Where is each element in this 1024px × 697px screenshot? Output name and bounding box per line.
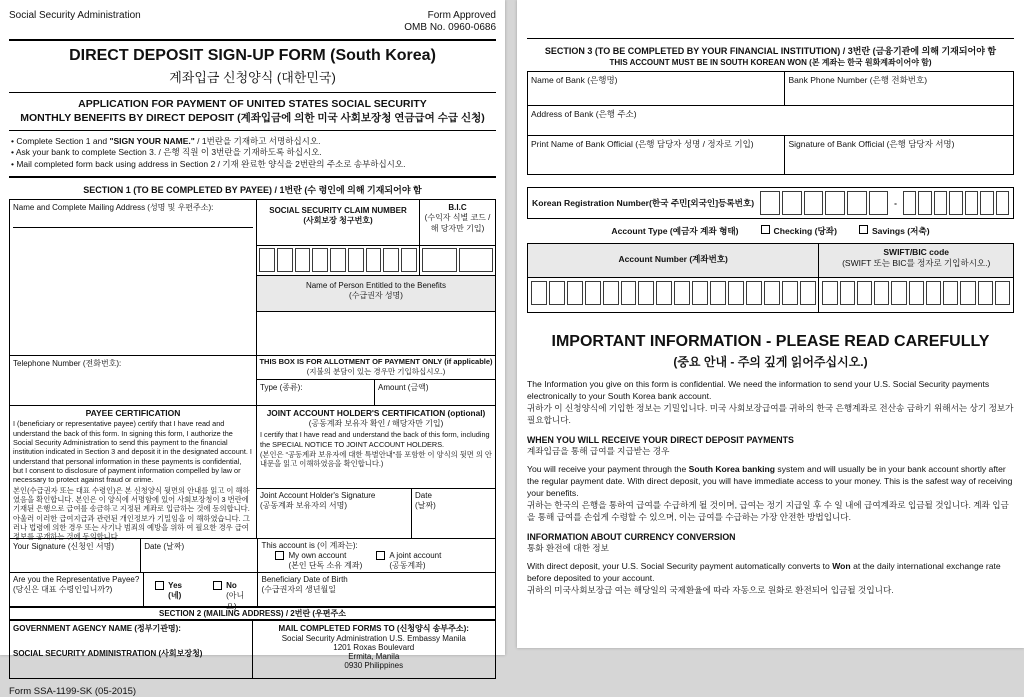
allotment-title: THIS BOX IS FOR ALLOTMENT OF PAYMENT ONLY (if applicable) (259, 357, 493, 367)
divider (9, 39, 496, 41)
divider (13, 227, 253, 228)
important-info-title: IMPORTANT INFORMATION - PLEASE READ CAREFULLY (551, 333, 990, 350)
checkbox-yes[interactable] (155, 581, 164, 590)
account-number-header (528, 244, 819, 277)
bullet-3: • Mail completed form back using address in Section 2 / 기재 완료한 양식을 2번란의 주소로 송부하십시오. (11, 158, 406, 169)
divider (9, 92, 496, 93)
allotment-type-label: Type (종류): (260, 383, 303, 393)
bic-title: B.I.C (448, 203, 467, 213)
account-number-table (527, 243, 1014, 313)
allotment-amount-field[interactable] (375, 380, 495, 405)
form-page-1 (0, 0, 505, 697)
checking-option (761, 225, 837, 237)
joint-certification (257, 406, 495, 489)
checkbox-joint-account[interactable] (376, 551, 385, 560)
important-info-title-kr: (중요 안내 - 주의 깊게 읽어주십시오.) (673, 355, 868, 369)
your-signature-field[interactable] (10, 539, 141, 572)
allotment-title-kr: (지불의 분담이 있는 경우만 기입하십시오.) (306, 367, 446, 377)
joint-signature-field[interactable] (257, 489, 412, 538)
joint-date-field[interactable] (412, 489, 495, 538)
allotment-amount-label: Amount (금액) (378, 383, 429, 393)
account-is-label: This account is (이 계좌는): (261, 541, 358, 551)
form-page-2 (517, 0, 1024, 648)
mail-to-cell (253, 621, 496, 678)
form-title-en: DIRECT DEPOSIT SIGN-UP FORM (South Korea) (69, 47, 436, 64)
claim-number-header (257, 200, 420, 245)
confidential-text-kr: 귀하가 이 신청양식에 기입한 정보는 기밀입니다. 미국 사회보장급여를 귀하의 한국 은행계좌로 전산송 금하기 위해서는 상기 정보가 필요합니다. (527, 403, 1014, 426)
page1-header (9, 8, 496, 37)
entitled-name-field[interactable] (257, 312, 495, 354)
mail-to-label: MAIL COMPLETED FORMS TO (신청양식 송부주소): (278, 624, 469, 634)
swift-label-1: SWIFT/BIC code (883, 247, 950, 257)
payee-cert-title: PAYEE CERTIFICATION (85, 408, 181, 419)
bic-header (420, 200, 495, 245)
bank-phone-label: Bank Phone Number (은행 전화번호) (788, 75, 928, 85)
checkbox-checking[interactable] (761, 225, 770, 234)
account-number-boxes[interactable] (531, 281, 815, 305)
currency-heading-kr: 통화 환전에 대한 정보 (527, 543, 609, 554)
bic-boxes[interactable] (422, 248, 493, 272)
entitled-name-title: Name of Person Entitled to the Benefits (305, 281, 447, 291)
divider (527, 38, 1014, 39)
section2-title: SECTION 2 (MAILING ADDRESS) / 2번란 (우편주소 (10, 607, 495, 620)
account-type-label: Account Type (예금자 계좌 형태) (611, 226, 739, 236)
section3-subtitle: THIS ACCOUNT MUST BE IN SOUTH KOREAN WON (본 계좌는 한국 원화계좌이어야 함) (609, 58, 932, 67)
mail-to-line2: 1201 Roxas Boulevard (333, 643, 415, 653)
confidential-text-en: The Information you give on this form is confidential. We need the information to send your U.S. Social Security payments electronically to your South Korea bank account. (527, 379, 990, 402)
savings-option (859, 225, 930, 237)
divider (9, 176, 496, 178)
account-number-label: Account Number (계좌번호) (618, 254, 728, 264)
name-address-label: Name and Complete Mailing Address (성명 및 우편주소): (13, 203, 214, 213)
bank-official-name-field[interactable] (528, 136, 785, 174)
account-type-row (527, 219, 1014, 243)
korean-registration-row (527, 187, 1014, 219)
registration-dash: - (894, 198, 897, 208)
form-number-footer: Form SSA-1199-SK (05-2015) (9, 686, 137, 697)
entitled-name-title-kr: (수급권자 성명) (349, 291, 403, 301)
mail-to-line4: 0930 Philippines (344, 661, 404, 671)
government-agency-cell (10, 621, 253, 678)
bank-name-label: Name of Bank (은행명) (531, 75, 618, 85)
checkbox-my-own-account[interactable] (275, 551, 284, 560)
yes-label: Yes (네) (168, 581, 182, 601)
when-receive-text-en: You will receive your payment through the South Korea banking system and will usually be in your bank account shortly after the regular payment date. With direct deposit, you will have immediate access to your money. This is the safest way of receiving your benefits. (527, 464, 1013, 499)
currency-paragraph (527, 560, 1014, 596)
form-approved-block (404, 10, 496, 34)
form-title-kr: 계좌입금 신청양식 (대한민국) (169, 70, 336, 85)
joint-account-option (376, 551, 441, 571)
divider (9, 130, 496, 131)
joint-signature-label-kr: (공동계좌 보유자의 서명) (260, 501, 348, 511)
bullet-2: • Ask your bank to complete Section 3. / 은행 직원 이 3번란을 기재하도록 하십시오. (11, 147, 322, 158)
section1-table (9, 199, 496, 679)
my-own-account-option (275, 551, 362, 571)
when-receive-heading: WHEN YOU WILL RECEIVE YOUR DIRECT DEPOSIT PAYMENTS (527, 435, 794, 446)
bic-title-kr: (수익자 식별 코드 / 해 당자만 기입) (424, 213, 491, 234)
bank-official-signature-label: Signature of Bank Official (은행 담당자 서명) (788, 139, 955, 149)
rep-question-en: Are you the Representative Payee? (13, 575, 140, 585)
claim-number-boxes[interactable] (259, 248, 417, 272)
signature-date-field[interactable] (141, 539, 258, 572)
joint-signature-label: Joint Account Holder's Signature (260, 491, 376, 501)
telephone-label: Telephone Number (전화번호): (13, 359, 122, 369)
joint-date-label: Date (415, 491, 432, 501)
my-own-account-label: My own account (본인 단독 소유 계좌) (288, 551, 363, 571)
korean-registration-boxes-2[interactable] (903, 191, 1009, 215)
swift-boxes[interactable] (822, 281, 1010, 305)
beneficiary-dob-label-kr: (수급권자의 생년월일 (261, 585, 336, 595)
korean-registration-boxes-1[interactable] (760, 191, 888, 215)
form-approved-line: Form Approved (427, 10, 496, 21)
korean-registration-label: Korean Registration Number(한국 주민[외국인]등록번호) (532, 198, 755, 208)
representative-payee-question (10, 573, 144, 606)
joint-cert-text-en: I certify that I have read and understand the back of this form, including the SPECIAL NOTICE TO JOINT ACCOUNT HOLDERS. (260, 430, 490, 449)
bank-official-signature-field[interactable] (785, 136, 1013, 174)
bank-official-name-label: Print Name of Bank Official (은행 담당자 성명 / 정자로 기입) (531, 139, 754, 149)
entitled-name-header (257, 276, 495, 312)
bank-name-field[interactable] (528, 72, 785, 105)
claim-number-title-kr: (사회보장 청구번호) (303, 216, 373, 226)
omb-number: OMB No. 0960-0686 (404, 22, 496, 33)
agency-name: Social Security Administration (9, 10, 141, 21)
allotment-header (257, 356, 495, 379)
joint-account-label: A joint account (공동계좌) (389, 551, 442, 571)
payee-cert-text-kr: 본인(수급권자 또는 대표 수령인)은 본 신청양식 뒷면의 안내를 읽고 이 해하였음을 확인합니다. 본인은 이 양식에 서명함에 있어 사회보장청이 3 번란에 기재된 은행으로 급여를 송금하고 지정된 계좌로 입금하는 것에 동의합니다. 아울러 이러한 급여지급과 관련된 개인정보가 기밀임을 이 해하였습니다. 그러나 법령에 의한 경우 또는 사기나 범죄의 예방을 위하 여 필요한 경우 급여정보를 공개하는 것에 동의합니다. (13, 485, 250, 542)
checkbox-no[interactable] (213, 581, 222, 590)
allotment-type-field[interactable] (257, 380, 375, 405)
checking-label: Checking (당좌) (773, 226, 837, 236)
swift-header (819, 244, 1013, 277)
rep-question-kr: (당신은 대표 수령인입니까?) (13, 585, 113, 595)
joint-cert-text-kr: (본인은 “공동계좌 보유자에 대한 특별안내”를 포함한 이 양식의 뒷면 의 안내문을 읽고 이해하였음을 확인합니다.) (260, 450, 492, 469)
section1-title: SECTION 1 (TO BE COMPLETED BY PAYEE) / 1번란 (수 령인에 의해 기재되어야 함 (83, 185, 422, 196)
checkbox-savings[interactable] (859, 225, 868, 234)
form-subtitle-1: APPLICATION FOR PAYMENT OF UNITED STATES SOCIAL SECURITY (78, 98, 427, 110)
confidential-paragraph (527, 378, 1014, 426)
bank-phone-field[interactable] (785, 72, 1013, 105)
your-signature-label: Your Signature (신청인 서명) (13, 542, 115, 552)
when-receive-heading-kr: 계좌입금을 통해 급여를 지급받는 경우 (527, 446, 670, 457)
section3-title: SECTION 3 (TO BE COMPLETED BY YOUR FINANCIAL INSTITUTION) / 3번란 (금융기관에 의해 기재되어야 함 (544, 46, 997, 56)
beneficiary-dob-label: Beneficiary Date of Birth (261, 575, 348, 585)
currency-text-en: With direct deposit, your U.S. Social Security payment automatically converts to Won at the daily international exchange rate before deposited to your account. (527, 561, 1001, 584)
joint-cert-title-kr: (공동계좌 보유자 확인 / 해당자만 기입) (308, 419, 444, 429)
instruction-bullets (9, 133, 496, 174)
savings-label: Savings (저축) (871, 226, 930, 236)
no-label: No (아니오) (226, 581, 245, 612)
bank-address-field[interactable] (528, 106, 1013, 135)
bullet-1: • Complete Section 1 and "SIGN YOUR NAME." / 1번란을 기재하고 서명하십시오. (11, 136, 321, 146)
signature-date-label: Date (날짜) (144, 542, 185, 552)
payee-cert-text-en: I (beneficiary or representative payee) certify that I have read and understand the back of this form. In signing this form, I authorize the Social Security Administration to send this payment to the financial institution indicated in Section 3 and deposit it in the designated account. I understand that personal information in these payments is confidential, but I consent to disclosure of payment information compelled by law or necessary to protect against fraud or crime. (13, 419, 252, 485)
swift-label-2: (SWIFT 또는 BIC를 정자로 기입하시오.) (842, 258, 991, 268)
beneficiary-dob-field[interactable] (258, 573, 495, 606)
joint-cert-title: JOINT ACCOUNT HOLDER'S CERTIFICATION (optional) (266, 408, 486, 419)
claim-number-title: SOCIAL SECURITY CLAIM NUMBER (269, 206, 407, 216)
when-receive-text-kr: 귀하는 한국의 은행을 통하여 급여를 수급하게 될 것이며, 급여는 정기 지급일 후 수 일 내에 급여계좌로 입금될 것입니다. 계좌 입금을 통해 급여를 손쉽게 수령할 수 있으며, 이는 급여를 수급하는 가장 안전한 방법입니다. (527, 500, 1009, 523)
when-receive-paragraph (527, 463, 1014, 523)
mail-to-line1: Social Security Administration U.S. Embassy Manila (281, 634, 466, 644)
mail-to-line3: Ermita, Manila (348, 652, 400, 662)
bank-address-label: Address of Bank (은행 주소) (531, 109, 637, 119)
payee-certification (10, 406, 257, 542)
currency-text-kr: 귀하의 미국사회보장급 여는 해당일의 국제환율에 따라 자동으로 원화로 환전되어 입금될 것입니다. (527, 585, 894, 596)
form-subtitle-2: MONTHLY BENEFITS BY DIRECT DEPOSIT (계좌입금에 의한 미국 사회보장청 연금급여 수급 신청) (20, 112, 485, 124)
joint-date-label-kr: (날짜) (415, 501, 436, 511)
government-agency-value: SOCIAL SECURITY ADMINISTRATION (사회보장청) (13, 649, 203, 659)
currency-heading: INFORMATION ABOUT CURRENCY CONVERSION (527, 532, 736, 543)
name-address-field[interactable] (10, 200, 257, 355)
government-agency-label: GOVERNMENT AGENCY NAME (정부기관명): (13, 624, 181, 634)
bank-table (527, 71, 1014, 175)
telephone-field[interactable] (10, 356, 257, 405)
